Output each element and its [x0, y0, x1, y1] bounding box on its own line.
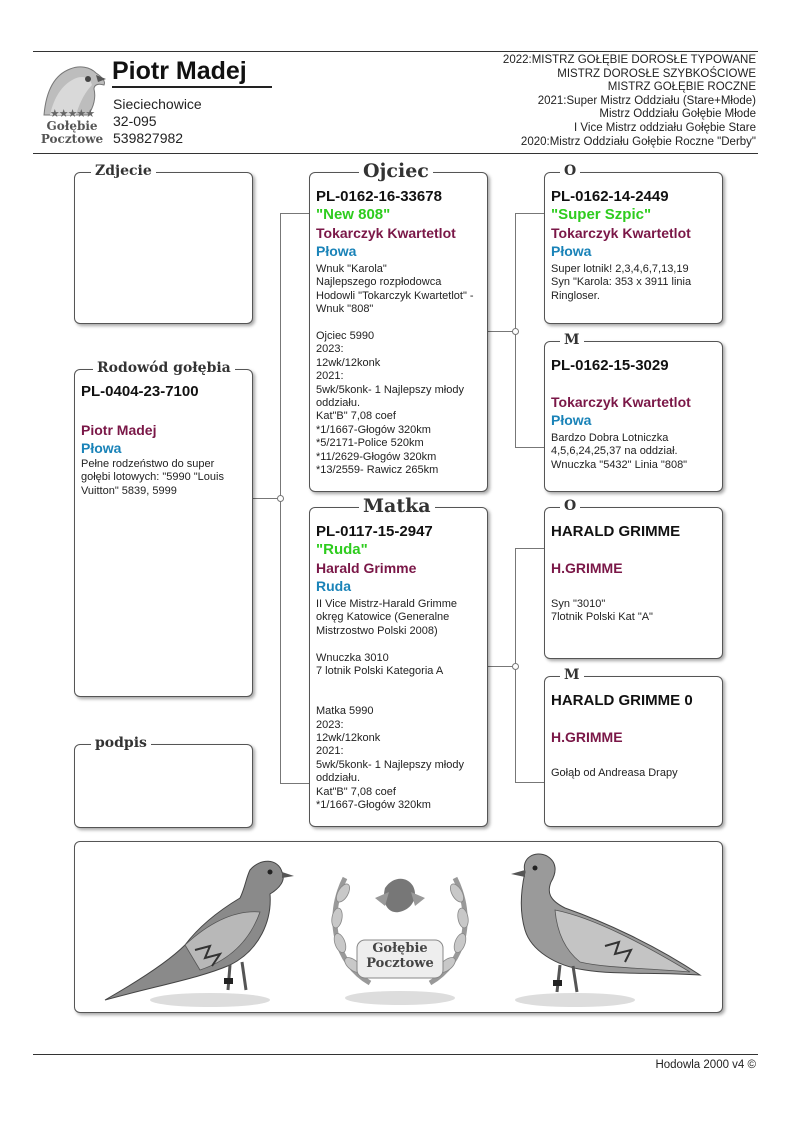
fm-ring: PL-0162-15-3029 [551, 357, 669, 374]
owner-phone: 539827982 [113, 130, 184, 146]
achievement-line: 2021:Super Mistrz Oddziału (Stare+Młode) [537, 94, 756, 107]
ff-name: "Super Szpic" [551, 206, 652, 223]
banner-logo-text-1: Gołębie [372, 941, 428, 956]
logo-stars: ★★★★★ [49, 108, 95, 120]
photo-box-legend: Zdjecie [91, 164, 156, 178]
achievement-line: MISTRZ GOŁĘBIE ROCZNE [607, 81, 756, 94]
pigeon-right-illustration [485, 850, 705, 1010]
photo-box[interactable] [74, 172, 253, 324]
owner-postal-code: 32-095 [113, 113, 157, 129]
owner-name: Piotr Madej [112, 57, 247, 85]
laurel-logo-icon [315, 848, 485, 1008]
connector [515, 213, 544, 214]
connector-node [512, 663, 519, 670]
mm-ring: HARALD GRIMME 0 [551, 692, 693, 709]
mm-breeder: H.GRIMME [551, 729, 623, 745]
connector [280, 213, 309, 214]
mf-name [551, 541, 716, 559]
mother-name: "Ruda" [316, 541, 368, 558]
father-description: Wnuk "Karola" Najlepszego rozpłodowca Hodowli "Tokarczyk Kwartetlot" -Wnuk "808" Ojciec 5990 2023: 12wk/12konk 2021: 5wk/5konk- 1 Najlepszy młody oddziału. Kat"B" 7,08 coef *1/1667-Głogów 320km *5/2171-Police 520km *11/2629-Głogów 320km *13/2559- Rawicz 265km [316, 263, 474, 477]
mother-description: II Vice Mistrz-Harald Grimme okręg Katowice (Generalne Mistrzostwo Polski 2008) Wnuczka 3010 7 lotnik Polski Kategoria A Matka 5990 2023: 12wk/12konk 2021: 5wk/5konk- 1 Najlepszy młody oddziału. Kat"B" 7,08 coef *1/1667-Głogów 320km [316, 598, 464, 812]
connector [488, 331, 515, 332]
grandmother-paternal-box [544, 341, 723, 492]
subject-ring: PL-0404-23-7100 [81, 383, 199, 400]
subject-box [74, 369, 253, 697]
pigeon-left-illustration [100, 850, 300, 1010]
mother-color: Ruda [316, 578, 351, 594]
ff-color: Płowa [551, 243, 592, 259]
fm-breeder: Tokarczyk Kwartetlot [551, 394, 691, 410]
owner-city: Sieciechowice [113, 96, 202, 112]
father-breeder: Tokarczyk Kwartetlot [316, 225, 456, 241]
signature-box[interactable] [74, 744, 253, 828]
mm-legend: M [560, 668, 584, 682]
footer-rule [33, 1054, 758, 1055]
ff-legend: O [560, 164, 580, 178]
achievement-line: Mistrz Oddziału Gołębie Młode [599, 108, 756, 121]
owner-name-underline [112, 86, 272, 88]
achievement-line: 2022:MISTRZ GOŁĘBIE DOROSŁE TYPOWANE [502, 54, 756, 66]
mother-box [309, 507, 488, 827]
banner [74, 841, 723, 1013]
connector [515, 447, 544, 448]
father-name: "New 808" [316, 206, 391, 223]
mm-color [551, 746, 716, 764]
connector [515, 782, 544, 783]
mother-ring: PL-0117-15-2947 [316, 523, 433, 540]
father-box [309, 172, 488, 492]
fm-color: Płowa [551, 412, 592, 428]
connector-node [512, 328, 519, 335]
achievements-list [503, 54, 756, 149]
grandfather-paternal-box [544, 172, 723, 324]
mm-name [551, 710, 716, 728]
header-logo [36, 57, 108, 147]
father-color: Płowa [316, 243, 357, 259]
connector [280, 783, 309, 784]
ff-ring: PL-0162-14-2449 [551, 188, 669, 205]
fm-description: Bardzo Dobra Lotniczka 4,5,6,24,25,37 na oddział. Wnuczka "5432" Linia "808" [551, 432, 688, 471]
achievement-line: 2020:Mistrz Oddziału Gołębie Roczne "Derby" [520, 135, 756, 148]
mm-description: Gołąb od Andreasa Drapy [551, 767, 678, 779]
header-top-rule [33, 51, 758, 52]
banner-logo-text-2: Pocztowe [366, 956, 434, 971]
achievement-line: I Vice Mistrz oddziału Gołębie Stare [574, 121, 756, 134]
fm-legend: M [560, 333, 584, 347]
mf-description: Syn "3010" 7lotnik Polski Kat "A" [551, 598, 653, 624]
ff-description: Super lotnik! 2,3,4,6,7,13,19 Syn "Karola: 353 x 3911 linia Ringloser. [551, 263, 692, 302]
grandmother-maternal-box [544, 676, 723, 827]
subject-description: Pełne rodzeństwo do super gołębi lotowych: "5990 "Louis Vuitton" 5839, 5999 [81, 458, 224, 497]
mf-color [551, 577, 716, 595]
footer-text: Hodowla 2000 v4 © [655, 1059, 756, 1071]
mother-legend: Matka [359, 497, 435, 516]
ff-breeder: Tokarczyk Kwartetlot [551, 225, 691, 241]
subject-breeder: Piotr Madej [81, 422, 157, 438]
subject-legend: Rodowód gołębia [93, 361, 235, 375]
subject-color: Płowa [81, 440, 122, 456]
mf-ring: HARALD GRIMME [551, 523, 681, 540]
mf-legend: O [560, 499, 580, 513]
achievement-line: MISTRZ DOROSŁE SZYBKOŚCIOWE [557, 67, 756, 80]
connector [515, 548, 544, 549]
mother-breeder: Harald Grimme [316, 560, 417, 576]
father-legend: Ojciec [359, 162, 433, 181]
connector [253, 498, 280, 499]
logo-text-1: Gołębie [46, 119, 98, 133]
logo-text-2: Pocztowe [40, 132, 104, 146]
connector-node [277, 495, 284, 502]
mf-breeder: H.GRIMME [551, 560, 623, 576]
connector [488, 666, 515, 667]
signature-legend: podpis [91, 736, 151, 750]
father-ring: PL-0162-16-33678 [316, 188, 442, 205]
header-bottom-rule [33, 153, 758, 154]
grandfather-maternal-box [544, 507, 723, 659]
fm-name [551, 375, 716, 393]
